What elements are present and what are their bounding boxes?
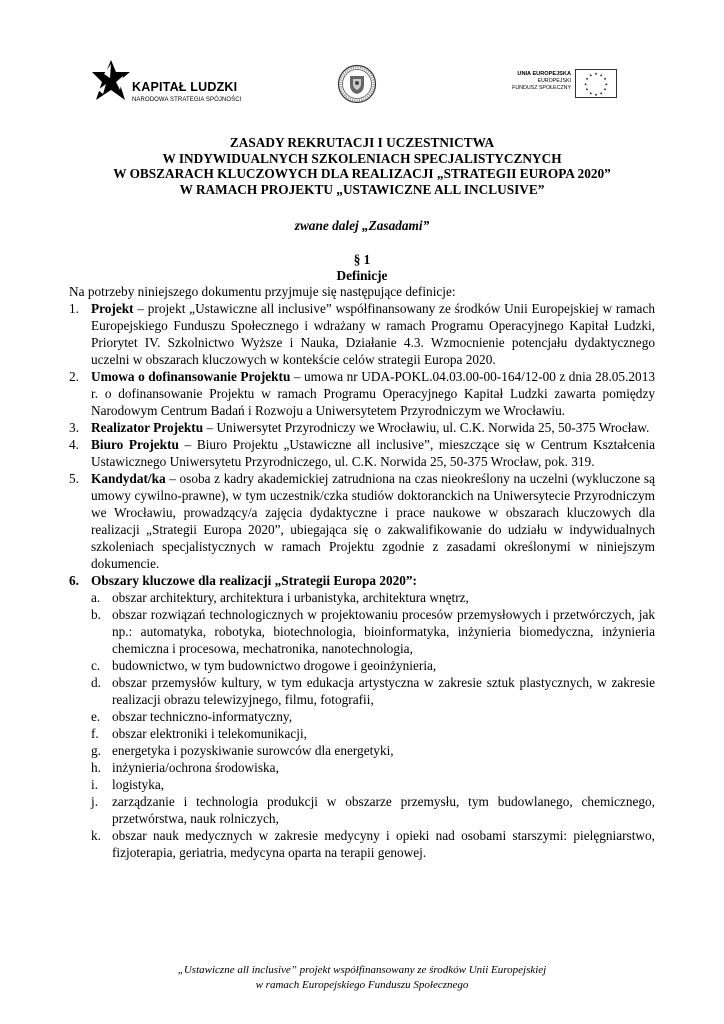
eu-logo (505, 69, 615, 99)
svg-text:★: ★ (599, 73, 603, 78)
list-item (69, 470, 655, 572)
list-item (69, 300, 655, 368)
svg-text:★: ★ (585, 77, 589, 82)
sub-list-item (91, 742, 655, 759)
sub-list-text: inżynieria/ochrona środowiska, (112, 760, 279, 775)
list-item-number: 1. (69, 301, 79, 316)
sub-list-text: obszar nauk medycznych w zakresie medycyny i opieki nad osobami starszymi: pielęgniarstwo, fizjoterapia, geriatria, medycyna oparta na terapii genowej. (112, 828, 655, 860)
key-areas-heading: Obszary kluczowe dla realizacji „Strategii Europa 2020”: (91, 573, 417, 588)
list-item-number: 6. (69, 573, 79, 588)
svg-text:★: ★ (583, 82, 588, 87)
sub-list-text: obszar techniczno-informatyczny, (112, 709, 293, 724)
list-item-number: 3. (69, 420, 79, 435)
document-subtitle: zwane dalej „Zasadami” (294, 218, 430, 233)
list-item (69, 368, 655, 419)
sub-list-item (91, 725, 655, 742)
list-item (69, 419, 655, 436)
eu-flag-icon (575, 69, 617, 98)
svg-text:★: ★ (603, 77, 607, 82)
sub-list-item (91, 674, 655, 708)
definition-text: – projekt „Ustawiczne all inclusive” współfinansowany ze środków Unii Europejskiej w ramach Europejskiego Funduszu Społecznego i wdrażany w ramach Programu Operacyjnego Kapitał Ludzki, Priorytet IV. Szkolnictwo Wyższe i Nauka, Działanie 4.3. Wzmocnienie potencjału dydaktycznego uczelni w obszarach kluczowych w kontekście celów strategii Europa 2020. (91, 301, 655, 367)
eu-logo-line3: FUNDUSZ SPOŁECZNY (512, 85, 571, 91)
list-item-number: 5. (69, 471, 79, 486)
eu-logo-text (505, 71, 571, 92)
sub-list-letter: h. (91, 760, 101, 775)
kapital-ludzki-logo (92, 60, 242, 110)
sub-list-text: logistyka, (112, 777, 165, 792)
sub-list-text: obszar przemysłów kultury, w tym edukacja artystyczna w zakresie sztuk plastycznych, w zakresie realizacji obrazu telewizyjnego, filmu, fotografii, (112, 675, 655, 707)
definition-text: – osoba z kadry akademickiej zatrudniona na czas nieokreślony na uczelni (wykluczone są umowy cywilno-prawne), w tym uczestnik/czka studiów doktoranckich na Uniwersytecie Przyrodniczym we Wrocławiu, prowadzący/a zajęcia dydaktyczne i prace naukowe w obszarach kluczowych dla realizacji „Strategii Europa 2020”, ubiegająca się o zakwalifikowanie do udziału w indywidualnych szkoleniach specjalistycznych w ramach Projektu zgodnie z zasadami określonymi w niniejszym dokumencie. (91, 471, 655, 571)
sub-list-letter: g. (91, 743, 101, 758)
university-seal-icon (337, 64, 377, 104)
svg-text:★: ★ (585, 87, 589, 92)
svg-text:★: ★ (594, 72, 598, 76)
sub-list-text: obszar rozwiązań technologicznych w projektowaniu procesów przemysłowych i przetwórczych, jak np.: automatyka, robotyka, biotechnologia, bioinformatyka, inżynieria biomedyczna, inżynieria chemiczna i procesowa, mechatronika, nanotechnologia, (112, 607, 655, 656)
university-seal (337, 64, 377, 109)
svg-text:★: ★ (594, 92, 598, 97)
definitions-list (69, 300, 655, 861)
sub-list-text: energetyka i pozyskiwanie surowców dla energetyki, (112, 743, 394, 758)
sub-list-text: obszar elektroniki i telekomunikacji, (112, 726, 307, 741)
sub-list-letter: f. (91, 726, 99, 741)
title-line: W RAMACH PROJEKTU „USTAWICZNE ALL INCLUSIVE” (179, 181, 545, 197)
definitions-section (69, 283, 655, 861)
sub-list-item (91, 776, 655, 793)
definition-text: – Uniwersytet Przyrodniczy we Wrocławiu, ul. C.K. Norwida 25, 50-375 Wrocław. (203, 420, 650, 435)
page-footer (40, 963, 684, 992)
sub-list-text: zarządzanie i technologia produkcji w obszarze przemysłu, tym budowlanego, chemicznego, przetwórstwa, nauk rolniczych, (112, 794, 655, 826)
sub-list-item (91, 708, 655, 725)
list-item-key-areas (69, 572, 655, 861)
footer-line: „Ustawiczne all inclusive” projekt współfinansowany ze środków Unii Europejskiej (177, 964, 547, 976)
svg-text:★: ★ (604, 82, 609, 87)
definition-term: Umowa o dofinansowanie Projektu (91, 369, 291, 384)
kapital-ludzki-star-icon (92, 60, 130, 102)
definition-term: Kandydat/ka (91, 471, 166, 486)
definition-text: – Biuro Projektu „Ustawiczne all inclusive”, mieszczące się w Centrum Kształcenia Ustawicznego Uniwersytetu Przyrodniczego, ul. C.K. Norwida 25, 50-375 Wrocław, pok. 319. (91, 437, 655, 469)
svg-text:★: ★ (589, 73, 593, 78)
svg-text:★: ★ (599, 91, 603, 96)
section-number: § 1 (353, 252, 371, 267)
sub-list-item (91, 606, 655, 657)
sub-list-letter: c. (91, 658, 101, 673)
definition-term: Biuro Projektu (91, 437, 179, 452)
sub-list-letter: k. (91, 828, 101, 843)
sub-list-item (91, 827, 655, 861)
sub-list-letter: a. (91, 590, 101, 605)
list-item-number: 4. (69, 437, 79, 452)
sub-list-item (91, 657, 655, 674)
definition-text: – umowa nr UDA-POKL.04.03.00-00-164/12-00 z dnia 28.05.2013 r. o dofinansowanie Projektu w ramach Programu Operacyjnego Kapitał Ludzki zawarta pomiędzy Narodowym Centrum Badań i Rozwoju a Uniwersytetem Przyrodniczym we Wrocławiu. (91, 369, 655, 418)
sub-list-letter: b. (91, 607, 101, 622)
svg-text:★: ★ (589, 91, 593, 96)
sub-list-item (91, 759, 655, 776)
sub-list-text: budownictwo, w tym budownictwo drogowe i geoinżynieria, (112, 658, 437, 673)
sub-list-letter: i. (91, 777, 99, 792)
title-line: ZASADY REKRUTACJI I UCZESTNICTWA (229, 135, 495, 150)
list-item (69, 436, 655, 470)
intro-text: Na potrzeby niniejszego dokumentu przyjmuje się następujące definicje: (69, 284, 456, 299)
footer-line: w ramach Europejskiego Funduszu Społecznego (255, 978, 469, 991)
document-title (40, 135, 684, 197)
definition-term: Realizator Projektu (91, 420, 204, 435)
eu-logo-line1: UNIA EUROPEJSKA (517, 71, 571, 77)
key-areas-list (91, 589, 655, 861)
sub-list-letter: d. (91, 675, 101, 690)
title-line: W INDYWIDUALNYCH SZKOLENIACH SPECJALISTYCZNYCH (162, 150, 562, 166)
svg-text:★: ★ (603, 87, 607, 92)
sub-list-item (91, 793, 655, 827)
section-header (40, 252, 684, 283)
sub-list-letter: j. (91, 794, 99, 809)
kapital-ludzki-subtitle: NARODOWA STRATEGIA SPÓJNOŚCI (132, 97, 242, 103)
kapital-ludzki-title: KAPITAŁ LUDZKI (132, 80, 238, 94)
section-heading: Definicje (336, 267, 388, 283)
title-line: W OBSZARACH KLUCZOWYCH DLA REALIZACJI „STRATEGII EUROPA 2020” (113, 166, 611, 181)
sub-list-letter: e. (91, 709, 101, 724)
eu-logo-line2: EUROPEJSKI (537, 78, 571, 84)
list-item-number: 2. (69, 369, 79, 384)
definition-term: Projekt (91, 301, 134, 316)
sub-list-text: obszar architektury, architektura i urbanistyka, architektura wnętrz, (112, 590, 469, 605)
sub-list-item (91, 589, 655, 606)
